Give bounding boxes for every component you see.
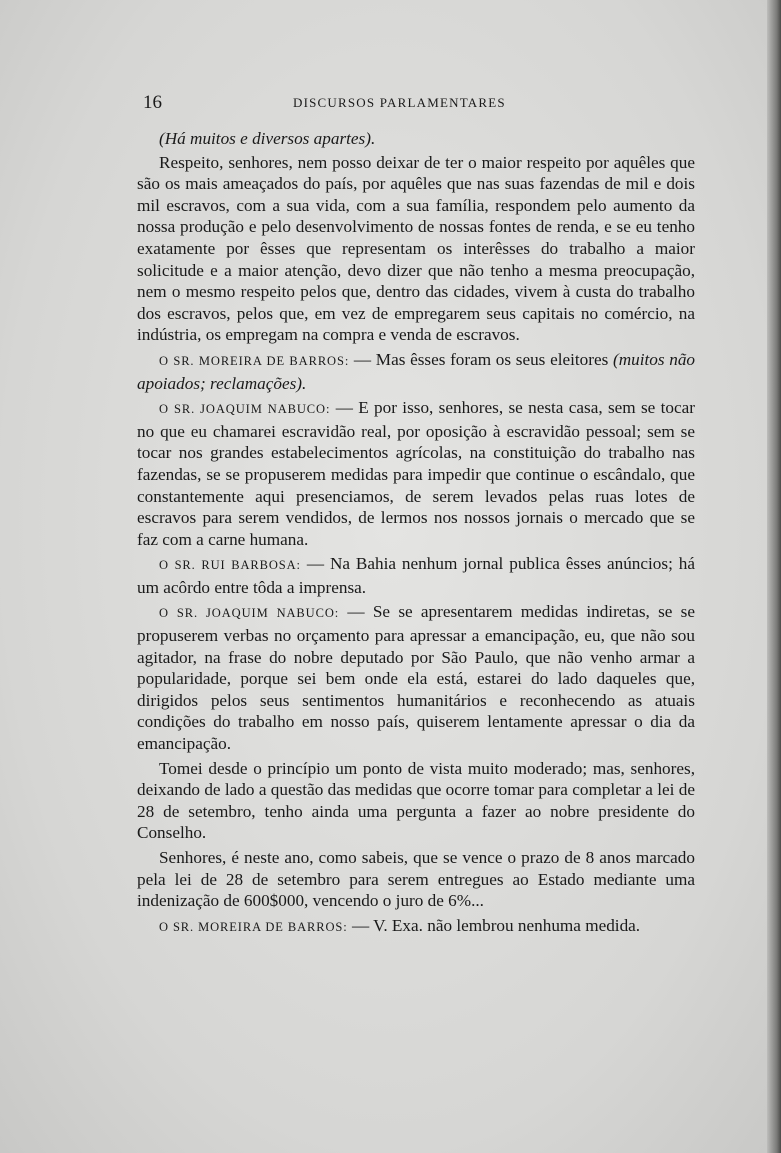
page-edge-shadow: [767, 0, 781, 1153]
paragraph-text: — Na Bahia nenhum jornal publica êsses anúncios; há um acôrdo entre tôda a imprensa.: [137, 554, 696, 597]
speech-paragraph: [137, 152, 695, 346]
running-title: DISCURSOS PARLAMENTARES: [293, 95, 506, 110]
speaker-label: O SR. MOREIRA DE BARROS:: [159, 353, 350, 368]
speech-paragraph: [137, 553, 695, 598]
speaker-label: O SR. JOAQUIM NABUCO:: [159, 402, 331, 417]
paragraph-text: — V. Exa. não lembrou nenhuma medida.: [351, 915, 641, 935]
speech-paragraph: [137, 397, 695, 550]
page-number: 16: [143, 92, 162, 113]
paragraph-text: — Se se apresentarem medidas indiretas, se se propuserem verbas no orçamento para apressar a emancipação, eu, que não sou agitador, na frase do nobre deputado por São Paulo, que não venho armar a popularidade, porque sei bem onde ela está, estarei do lado daqueles que, dirigidos pelos seus sentimentos humanitários e reconhecendo as atuais condições do trabalho em nosso país, quiserem lentamente apressar o dia da emancipação.: [137, 602, 695, 754]
speech-paragraph: [137, 847, 695, 912]
paragraph-text: — Mas êsses foram os seus eleitores: [353, 349, 609, 369]
body-text: [137, 128, 695, 938]
speech-paragraph: [137, 601, 695, 754]
speaker-label: O SR. MOREIRA DE BARROS:: [159, 919, 348, 934]
speech-paragraph: [137, 349, 695, 394]
paragraph-text: Tomei desde o princípio um ponto de vista muito moderado; mas, senhores, deixando de lado a questão das medidas que ocorre tomar para completar a lei de 28 de setembro, tenho ainda uma pergunta a fazer ao nobre presidente do Conselho.: [137, 758, 695, 843]
speech-paragraph: [137, 758, 695, 844]
speaker-label: O SR. JOAQUIM NABUCO:: [159, 606, 340, 621]
paragraph-text: Respeito, senhores, nem posso deixar de ter o maior respeito por aquêles que são os mais ameaçados do país, por aquêles que nas suas fazendas de mil e dois mil escravos, com a sua vida, com a sua família, respondem pelo aumento da nossa produção e pelo desenvolvimento de nossas fontes de renda, e se eu tenho exatamente por êsses que representam os interêsses do trabalho a maior solicitude e a maior atenção, devo dizer que não tenho a mesma preocupação, nem o mesmo respeito pelos que, dentro das cidades, vivem à custa do trabalho dos escravos, pelos que, em vez de empregarem seus capitais no comércio, na indústria, os empregam na compra e venda de escravos.: [137, 152, 695, 345]
paragraph-text: — E por isso, senhores, se nesta casa, sem se tocar no que eu chamarei escravidão real, por oposição à escravidão pessoal; sem se tocar nos grandes estabelecimentos agrícolas, na constituição do trabalho nas fazendas, se se propuserem medidas para impedir que continue o escândalo, que constantemente aqui presenciamos, de serem levados pelas ruas lotes de escravos para serem vendidos, de lermos nos nossos jornais o mercado que se faz com a carne humana.: [137, 398, 695, 549]
aside-paragraph: [137, 128, 695, 150]
paragraph-text: Senhores, é neste ano, como sabeis, que se vence o prazo de 8 anos marcado pela lei de 28 de setembro para serem entregues ao Estado mediante uma indenização de 600$000, vencendo o juro de 6%...: [137, 848, 695, 911]
aside-text: (Há muitos e diversos apartes).: [159, 129, 376, 148]
aside-text: (muitos não apoiados; reclamações).: [137, 349, 695, 393]
speaker-label: O SR. RUI BARBOSA:: [159, 558, 301, 573]
speech-paragraph: [137, 915, 695, 939]
